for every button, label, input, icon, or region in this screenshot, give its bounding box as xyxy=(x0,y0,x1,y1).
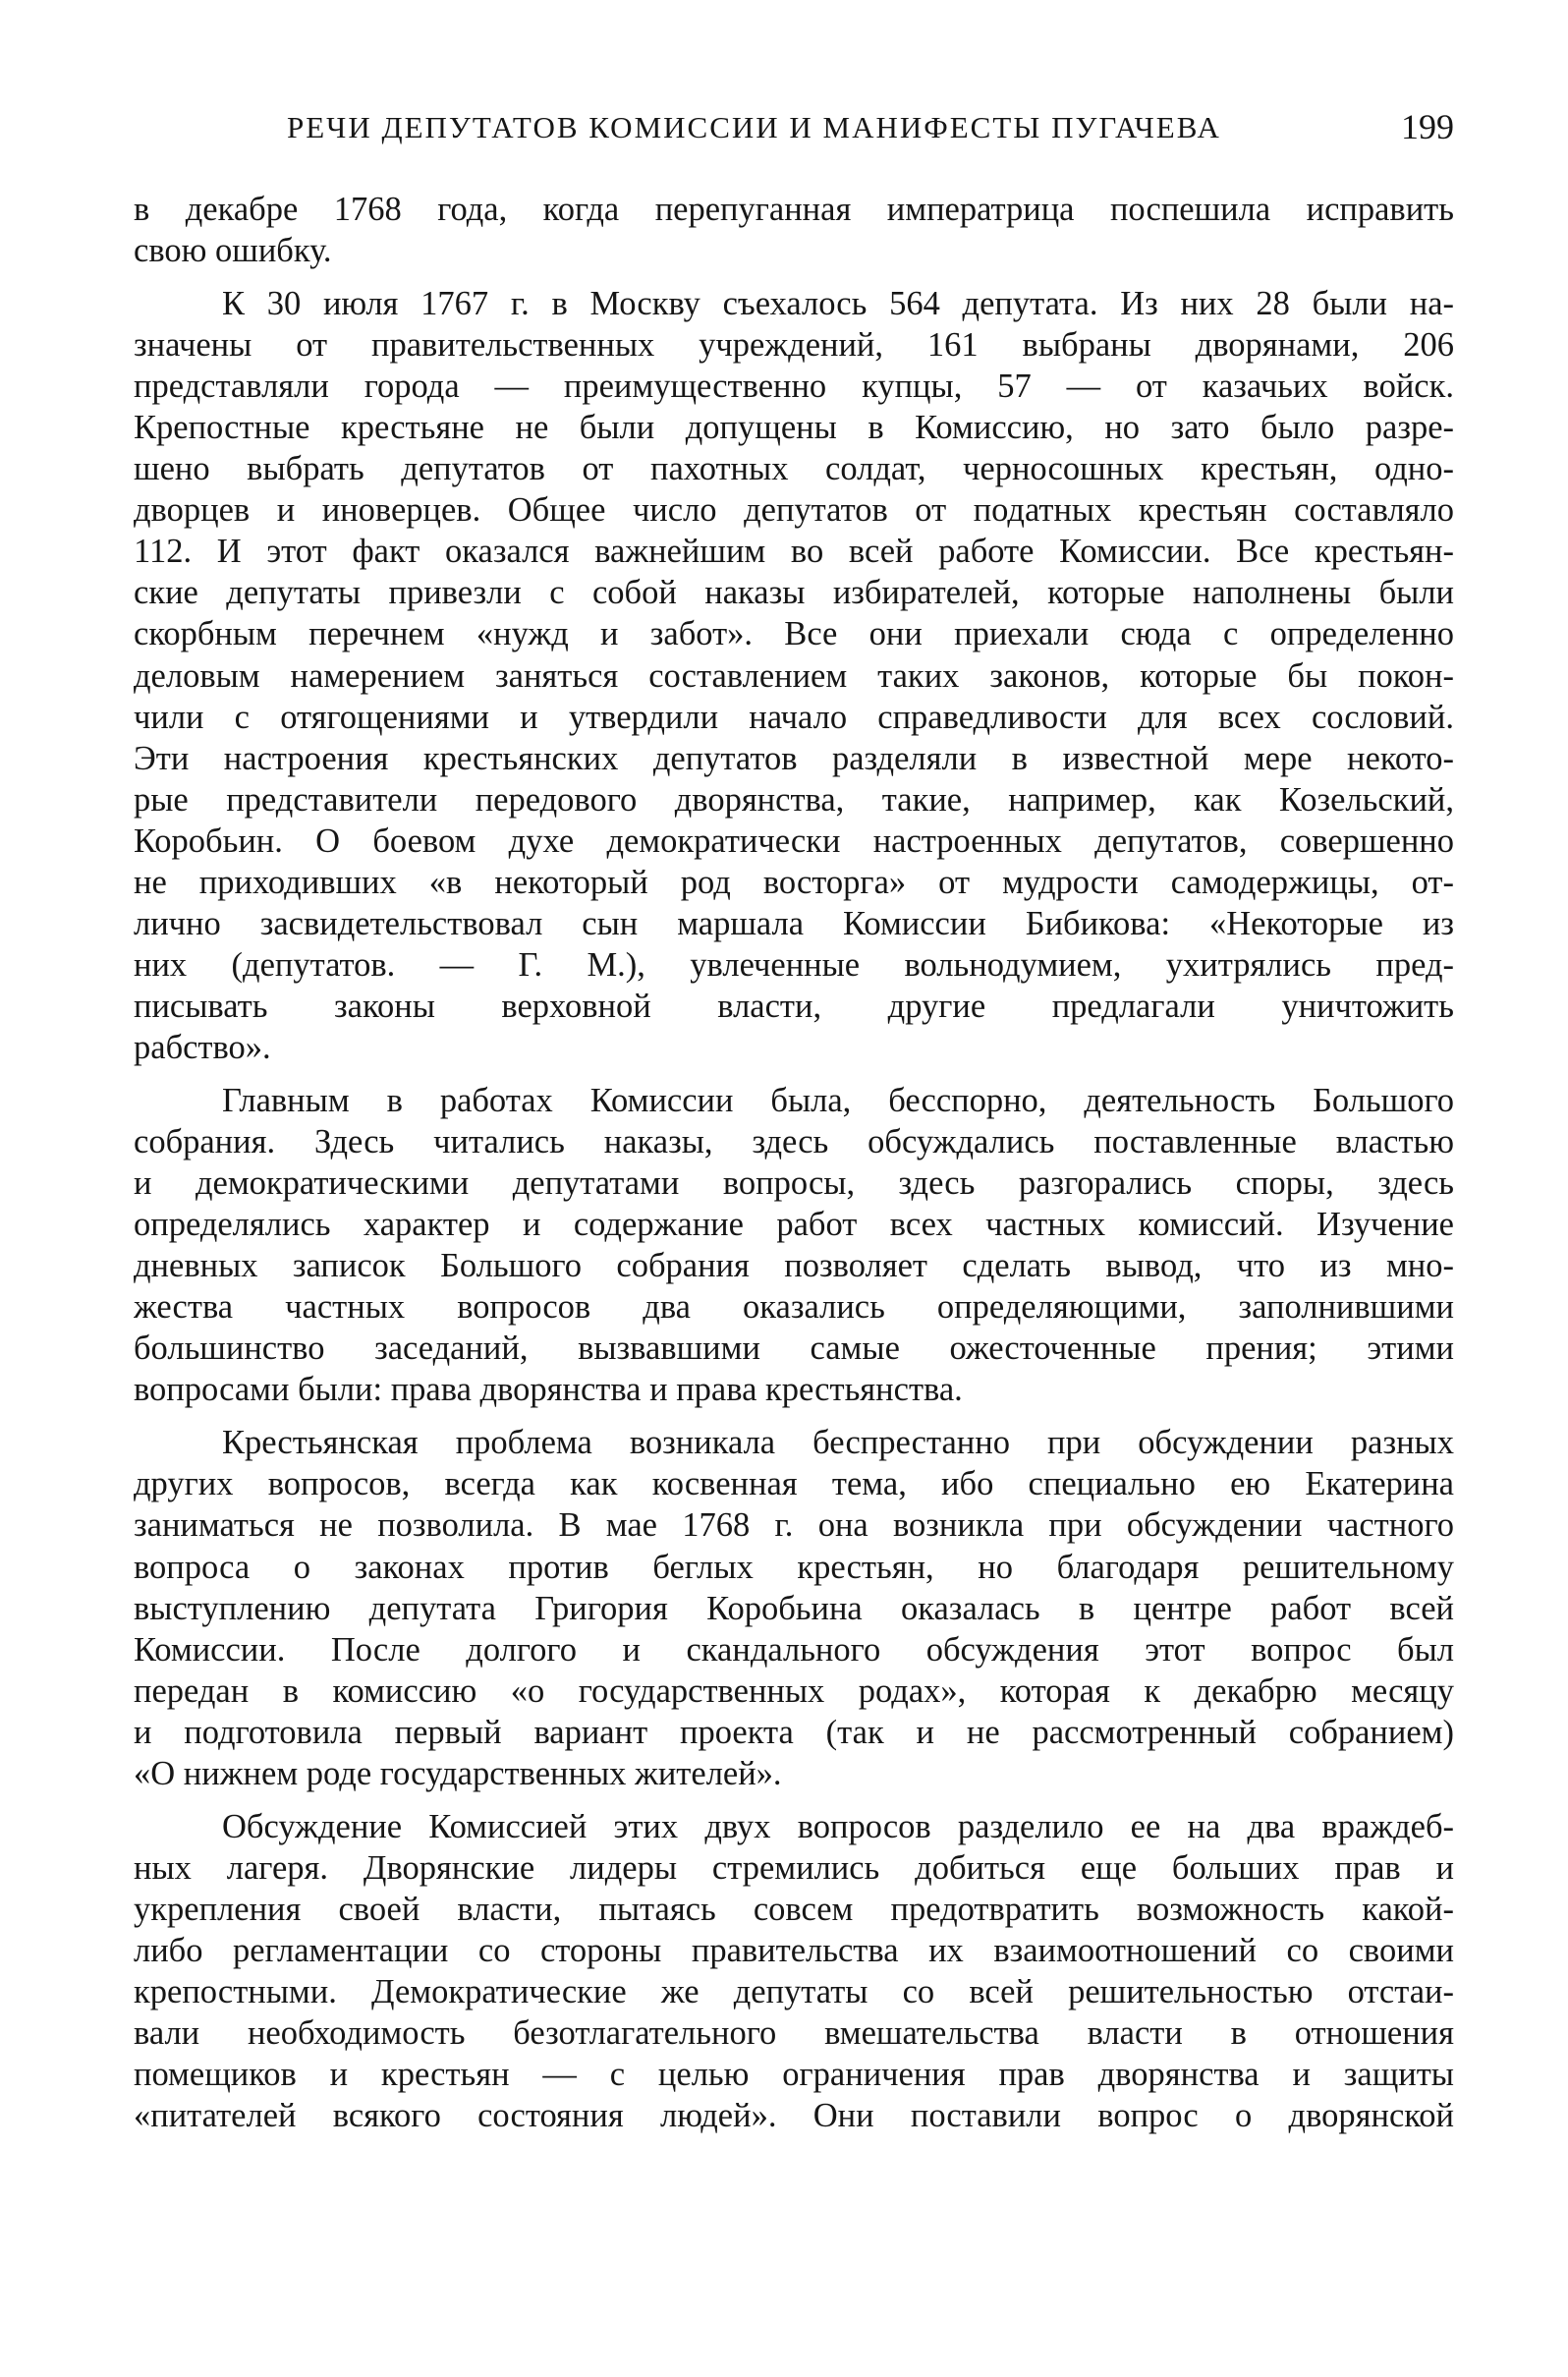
text-line: скорбным перечнем «нужд и забот». Все они приехали сюда с определенно xyxy=(134,615,1454,653)
text-line: «питателей всякого состояния людей». Они поставили вопрос о дворянской xyxy=(134,2097,1454,2135)
body-text xyxy=(134,189,1454,2148)
text-line: представляли города — преимущественно купцы, 57 — от казачьих войск. xyxy=(134,368,1454,406)
text-line: укрепления своей власти, пытаясь совсем предотвратить возможность какой- xyxy=(134,1890,1454,1928)
text-line: них (депутатов. — Г. М.), увлеченные вольнодумием, ухитрялись пред- xyxy=(134,945,1454,984)
paragraph xyxy=(134,283,1454,1068)
text-line: К 30 июля 1767 г. в Москву съехалось 564 депутата. Из них 28 были на- xyxy=(222,285,1454,323)
text-line: деловым намерением заняться составлением таких законов, которые бы покон- xyxy=(134,656,1454,695)
text-line: лично засвидетельствовал сын маршала Комиссии Бибикова: «Некоторые из xyxy=(134,904,1454,942)
text-line: значены от правительственных учреждений, 161 выбраны дворянами, 206 xyxy=(134,326,1454,365)
text-line: большинство заседаний, вызвавшими самые ожесточенные прения; этими xyxy=(134,1330,1454,1368)
text-line: Главным в работах Комиссии была, бесспорно, деятельность Большого xyxy=(222,1081,1454,1119)
text-line: других вопросов, всегда как косвенная тема, ибо специально ею Екатерина xyxy=(134,1465,1454,1503)
page-header xyxy=(287,102,1464,151)
running-title: РЕЧИ ДЕПУТАТОВ КОМИССИИ И МАНИФЕСТЫ ПУГАЧЕВА xyxy=(287,110,1221,144)
text-line: свою ошибку. xyxy=(134,232,332,270)
text-line: Обсуждение Комиссией этих двух вопросов разделило ее на два враждеб- xyxy=(222,1807,1454,1845)
text-line: помещиков и крестьян — с целью ограничения прав дворянства и защиты xyxy=(134,2056,1454,2094)
text-line: рабство». xyxy=(134,1028,271,1066)
paragraph xyxy=(134,1422,1454,1793)
text-line: крепостными. Демократические же депутаты со всей решительностью отстаи- xyxy=(134,1972,1454,2010)
text-line: и подготовила первый вариант проекта (так и не рассмотренный собранием) xyxy=(134,1713,1454,1751)
text-line: выступлению депутата Григория Коробьина оказалась в центре работ всей xyxy=(134,1589,1454,1627)
paragraph xyxy=(134,1080,1454,1410)
text-line: Коробьин. О боевом духе демократически настроенных депутатов, совершенно xyxy=(134,821,1454,860)
text-line: вопроса о законах против беглых крестьян, но благодаря решительному xyxy=(134,1548,1454,1586)
text-line: дневных записок Большого собрания позволяет сделать вывод, что из мно- xyxy=(134,1247,1454,1285)
text-line: вали необходимость безотлагательного вмешательства власти в отношения xyxy=(134,2014,1454,2053)
paragraph xyxy=(134,189,1454,271)
text-line: 112. И этот факт оказался важнейшим во всей работе Комиссии. Все крестьян- xyxy=(134,533,1454,571)
text-line: жества частных вопросов два оказались определяющими, заполнившими xyxy=(134,1288,1454,1327)
text-line: шено выбрать депутатов от пахотных солдат, черносошных крестьян, одно- xyxy=(134,450,1454,488)
text-line: «О нижнем роде государственных жителей». xyxy=(134,1754,782,1792)
text-line: Эти настроения крестьянских депутатов разделяли в известной мере некото- xyxy=(134,739,1454,777)
text-line: не приходивших «в некоторый род восторга» от мудрости самодержицы, от- xyxy=(134,863,1454,901)
paragraph xyxy=(134,1806,1454,2136)
text-line: чили с отягощениями и утвердили начало справедливости для всех сословий. xyxy=(134,698,1454,736)
text-line: Крестьянская проблема возникала беспрестанно при обсуждении разных xyxy=(222,1424,1454,1462)
text-line: заниматься не позволила. В мае 1768 г. она возникла при обсуждении частного xyxy=(134,1506,1454,1545)
text-line: определялись характер и содержание работ всех частных комиссий. Изучение xyxy=(134,1206,1454,1244)
text-line: и демократическими депутатами вопросы, здесь разгорались споры, здесь xyxy=(134,1164,1454,1203)
text-line: собрания. Здесь читались наказы, здесь обсуждались поставленные властью xyxy=(134,1123,1454,1161)
text-line: ных лагеря. Дворянские лидеры стремились добиться еще больших прав и xyxy=(134,1848,1454,1887)
text-line: Комиссии. После долгого и скандального обсуждения этот вопрос был xyxy=(134,1630,1454,1669)
text-line: дворцев и иноверцев. Общее число депутатов от податных крестьян составляло xyxy=(134,491,1454,530)
text-line: вопросами были: права дворянства и права крестьянства. xyxy=(134,1371,963,1409)
text-line: ские депутаты привезли с собой наказы избирателей, которые наполнены были xyxy=(134,574,1454,612)
text-line: рые представители передового дворянства, такие, например, как Козельский, xyxy=(134,780,1454,819)
page-number: 199 xyxy=(1401,107,1454,146)
text-line: либо регламентации со стороны правительства их взаимоотношений со своими xyxy=(134,1931,1454,1969)
text-line: в декабре 1768 года, когда перепуганная императрица поспешила исправить xyxy=(134,191,1454,228)
text-line: Крепостные крестьяне не были допущены в Комиссию, но зато было разре- xyxy=(134,409,1454,447)
text-line: передан в комиссию «о государственных родах», которая к декабрю месяцу xyxy=(134,1671,1454,1710)
text-line: писывать законы верховной власти, другие предлагали уничтожить xyxy=(134,987,1454,1025)
